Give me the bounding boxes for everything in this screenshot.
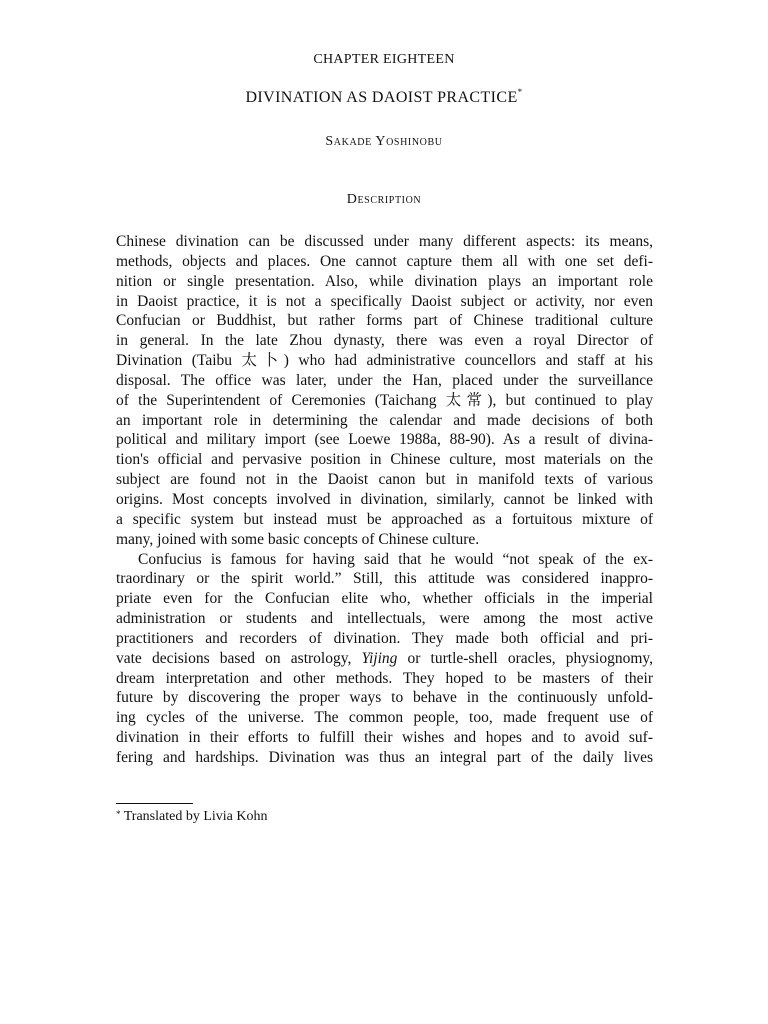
text-line: tion's official and pervasive position in Chinese culture, most materials on the (116, 451, 653, 469)
text-line: fering and hardships. Divination was thus an integral part of the daily lives (116, 748, 653, 766)
text-line: a specific system but instead must be approached as a fortuitous mixture of (116, 510, 653, 528)
text-span: or turtle-shell oracles, physiognomy, (397, 649, 653, 667)
text-line: Confucius is famous for having said that he would “not speak of the ex- (138, 550, 653, 568)
text-line: nition or single presentation. Also, while divination plays an important role (116, 272, 653, 290)
chapter-title (0, 89, 768, 107)
footnote (116, 809, 268, 825)
text-line: disposal. The office was later, under the Han, placed under the surveillance (116, 371, 653, 389)
footnote-text: Translated by Livia Kohn (123, 809, 268, 824)
text-line: many, joined with some basic concepts of Chinese culture. (116, 530, 480, 548)
footnote-rule (116, 803, 193, 804)
text-line: administration or students and intellectuals, were among the most active (116, 610, 653, 628)
text-line: subject are found not in the Daoist canon but in manifold texts of various (116, 471, 653, 489)
footnote-marker: * (517, 87, 523, 97)
author-name: Sakade Yoshinobu (325, 134, 443, 149)
text-line: traordinary or the spirit world.” Still, this attitude was considered inappro- (116, 570, 653, 588)
text-line: in Daoist practice, it is not a specifically Daoist subject or activity, nor even (116, 292, 653, 310)
text-line: dream interpretation and other methods. They hoped to be masters of their (116, 669, 653, 687)
section-heading: Description (346, 192, 422, 207)
text-line: future by discovering the proper ways to behave in the continuously unfold- (116, 689, 653, 707)
text-line: in general. In the late Zhou dynasty, there was even a royal Director of (116, 332, 653, 350)
paragraph-1 (116, 232, 653, 550)
text-span: vate decisions based on astrology, (116, 649, 362, 667)
chapter-title-text: DIVINATION AS DAOIST PRACTICE (245, 89, 518, 106)
text-line (116, 649, 653, 669)
text-line: Chinese divination can be discussed under many different aspects: its means, (116, 233, 653, 250)
text-line: of the Superintendent of Ceremonies (Taichang 太常), but continued to play (116, 391, 653, 409)
text-line: divination in their efforts to fulfill their wishes and hopes and to avoid suf- (116, 729, 653, 747)
text-line: an important role in determining the calendar and made decisions of both (116, 411, 653, 429)
footnote-marker: * (116, 809, 121, 819)
text-line: Divination (Taibu 太卜) who had administrative councellors and staff at his (116, 352, 653, 370)
text-line: political and military import (see Loewe 1988a, 88-90). As a result of divina- (116, 431, 653, 449)
text-line: origins. Most concepts involved in divination, similarly, cannot be linked with (116, 490, 653, 508)
body-text (116, 232, 653, 768)
text-line: methods, objects and places. One cannot capture them all with one set defi- (116, 252, 653, 270)
italic-term: Yijing (361, 649, 398, 667)
text-line: Confucian or Buddhist, but rather forms part of Chinese traditional culture (116, 312, 653, 330)
paragraph-2 (116, 550, 653, 768)
text-line: priate even for the Confucian elite who, whether officials in the imperial (116, 590, 653, 608)
text-line: practitioners and recorders of divination. They made both official and pri- (116, 629, 653, 647)
text-line: ing cycles of the universe. The common people, too, made frequent use of (116, 709, 653, 727)
chapter-number: CHAPTER EIGHTEEN (313, 52, 455, 67)
